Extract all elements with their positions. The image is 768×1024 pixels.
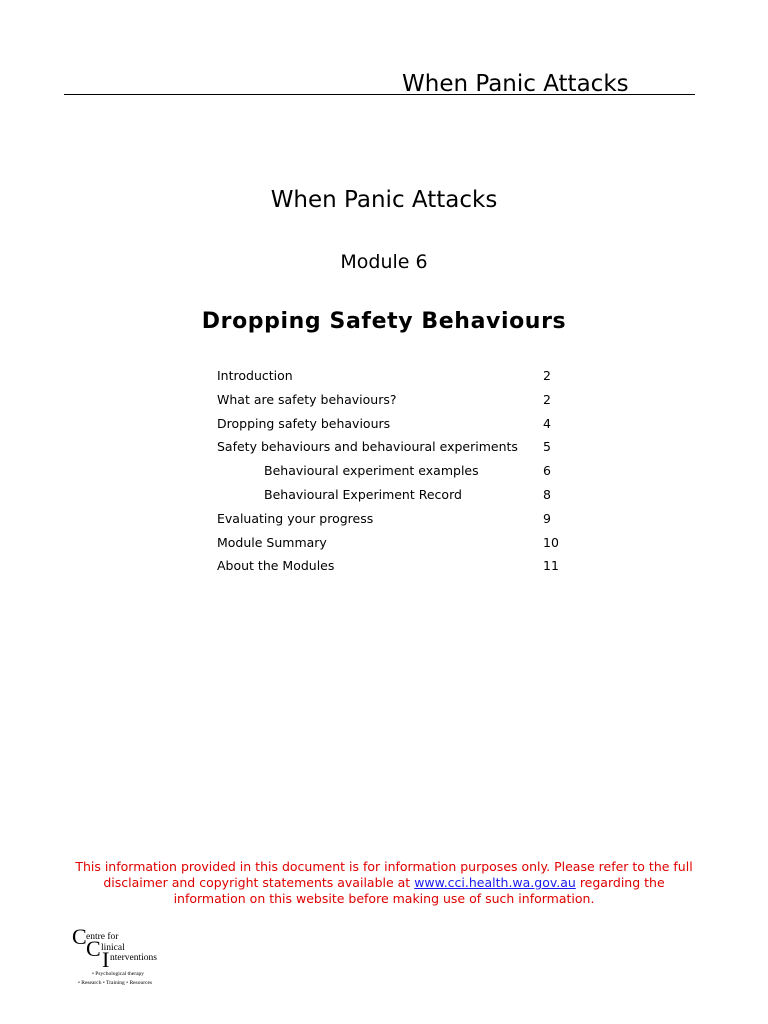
toc-entry-label: Evaluating your progress: [217, 510, 374, 526]
logo-initial-i: I: [102, 947, 110, 972]
toc-entry-label: Safety behaviours and behavioural experiments: [217, 439, 518, 455]
toc-entry-page: 2: [543, 391, 551, 407]
header-rule: [64, 94, 695, 95]
toc-entry: [217, 507, 577, 531]
logo-initial-c2: C: [86, 936, 101, 961]
toc-entry-label: About the Modules: [217, 558, 335, 574]
logo-word-clinical: linical: [101, 943, 125, 953]
toc-entry: [217, 364, 577, 388]
toc-entry: [217, 435, 577, 459]
toc-entry-page: 4: [543, 415, 551, 431]
toc-subentry: [217, 459, 577, 483]
toc-entry-page: 5: [543, 439, 551, 455]
toc-entry-label: Dropping safety behaviours: [217, 415, 391, 431]
toc-entry-label: What are safety behaviours?: [217, 391, 397, 407]
cci-website-link[interactable]: www.cci.health.wa.gov.au: [414, 875, 576, 890]
disclaimer-text-after-link: regarding the information on this website before making use of such information.: [173, 875, 665, 906]
toc-entry: [217, 554, 577, 578]
toc-subentry-page: 6: [543, 463, 551, 479]
logo-initial-c1: C: [72, 924, 87, 949]
logo-word-interventions: nterventions: [110, 953, 157, 963]
module-label: Module 6: [340, 251, 428, 273]
toc-entry-page: 2: [543, 368, 551, 383]
logo-word-centre-for: entre for: [86, 932, 119, 942]
toc-entry-label: Introduction: [217, 368, 293, 383]
toc-entry-page: 11: [543, 558, 559, 574]
toc-entry: [217, 531, 577, 555]
toc-entry-page: 9: [543, 510, 551, 526]
toc-subentry-label: Behavioural experiment examples: [264, 463, 479, 479]
table-of-contents: [217, 364, 577, 578]
toc-entry: [217, 388, 577, 412]
disclaimer-text-before-link: This information provided in this document is for information purposes only. Please refer to the full disclaimer and copyright statements available at: [75, 859, 693, 890]
logo-tagline-research: • Research • Training • Resources: [78, 980, 153, 986]
disclaimer-text: [74, 859, 694, 907]
document-title: When Panic Attacks: [270, 187, 498, 213]
module-heading: Dropping Safety Behaviours: [201, 309, 567, 334]
toc-entry-label: Module Summary: [217, 534, 327, 550]
logo-tagline-therapy: • Psychological therapy: [92, 971, 145, 977]
toc-subentry-page: 8: [543, 486, 551, 502]
toc-subentry-label: Behavioural Experiment Record: [264, 486, 462, 502]
toc-entry-page: 10: [543, 534, 559, 550]
toc-subentry: [217, 483, 577, 507]
cci-logo: [72, 926, 184, 990]
toc-entry: [217, 412, 577, 436]
running-header-title: When Panic Attacks: [402, 71, 629, 97]
